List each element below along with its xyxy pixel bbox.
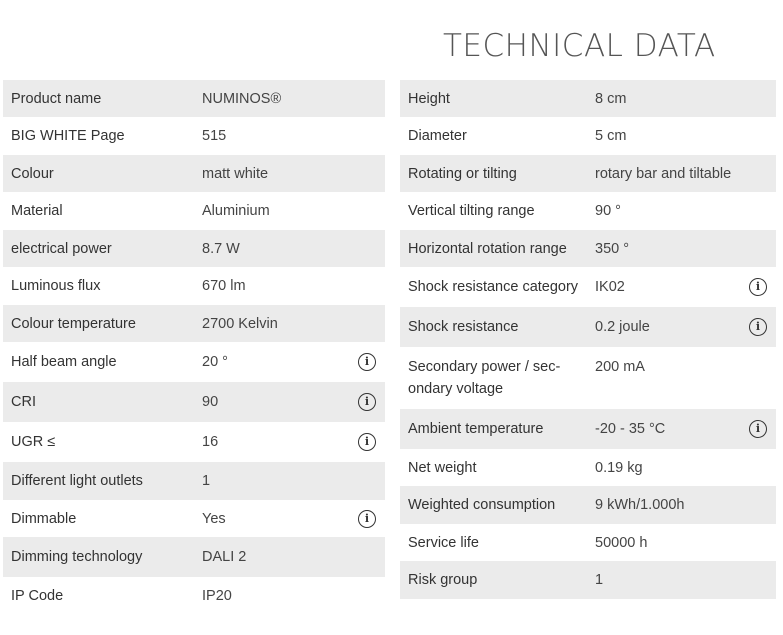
- spec-label: BIG WHITE Page: [11, 128, 125, 144]
- spec-label: Ambient temperature: [408, 421, 544, 437]
- spec-label: Different light outlets: [11, 473, 143, 489]
- spec-value: 1: [595, 572, 604, 588]
- spec-row: [3, 117, 385, 155]
- spec-value: 20 °: [202, 354, 228, 370]
- spec-value: -20 - 35 °C: [595, 421, 666, 437]
- spec-value: 8.7 W: [202, 240, 240, 257]
- info-icon[interactable]: i: [358, 353, 376, 371]
- spec-value: IP20: [202, 588, 232, 604]
- spec-row: [3, 462, 385, 500]
- spec-value: 8 cm: [595, 90, 627, 107]
- spec-value: Yes: [202, 510, 226, 527]
- spec-label: Material: [11, 203, 63, 219]
- spec-row: [3, 500, 385, 537]
- spec-label: Shock resistance: [408, 319, 519, 335]
- spec-label-line: ondary voltage: [408, 381, 504, 397]
- spec-row: [3, 230, 385, 267]
- spec-label: Net weight: [408, 459, 477, 476]
- spec-label: Dimming technology: [11, 549, 143, 565]
- spec-label: Horizontal rotation range: [408, 240, 567, 257]
- spec-label: Colour temperature: [11, 315, 136, 332]
- spec-label: Dimmable: [11, 510, 77, 527]
- spec-row: [400, 561, 776, 599]
- spec-value: IK02: [595, 279, 625, 295]
- spec-row: [400, 347, 776, 409]
- spec-row: [3, 577, 385, 615]
- spec-value: 515: [202, 128, 227, 144]
- spec-label: IP Code: [11, 588, 64, 604]
- spec-value: 0.2 joule: [595, 319, 650, 335]
- spec-label: Height: [408, 90, 450, 107]
- spec-label-line: Secondary power / sec-: [408, 359, 561, 375]
- spec-value: 2700 Kelvin: [202, 315, 278, 332]
- spec-value: 5 cm: [595, 128, 627, 144]
- spec-row: [400, 486, 776, 524]
- spec-row: [3, 80, 385, 117]
- spec-label: Shock resistance category: [408, 279, 579, 295]
- spec-value: 90 °: [595, 203, 621, 219]
- spec-value: 350 °: [595, 240, 630, 257]
- spec-label: electrical power: [11, 240, 112, 257]
- spec-value: 0.19 kg: [595, 459, 643, 476]
- spec-row: [400, 117, 776, 155]
- spec-value: 16: [202, 434, 219, 450]
- page-title: TECHNICAL DATA: [443, 28, 716, 64]
- spec-row: [400, 80, 776, 117]
- spec-label: Risk group: [408, 572, 478, 588]
- spec-label: Service life: [408, 534, 479, 551]
- spec-row: [400, 449, 776, 486]
- spec-row: [3, 155, 385, 192]
- spec-row: [400, 267, 776, 307]
- spec-label: Product name: [11, 90, 102, 107]
- spec-row: [3, 422, 385, 462]
- spec-value: 200 mA: [595, 359, 645, 375]
- spec-value: 670 lm: [202, 278, 246, 294]
- info-icon[interactable]: i: [358, 510, 376, 528]
- info-icon[interactable]: i: [358, 433, 376, 451]
- spec-row: [400, 155, 776, 192]
- info-icon[interactable]: i: [358, 393, 376, 411]
- spec-label: Weighted consumption: [408, 497, 556, 513]
- spec-row: [400, 307, 776, 347]
- info-icon[interactable]: i: [749, 420, 767, 438]
- spec-label: UGR ≤: [11, 434, 56, 450]
- spec-row: [3, 267, 385, 305]
- spec-value: 90: [202, 394, 219, 410]
- spec-value: NUMINOS®: [202, 90, 282, 107]
- spec-value: 1: [202, 473, 211, 489]
- spec-row: [400, 409, 776, 449]
- spec-row: [400, 230, 776, 267]
- spec-value: 50000 h: [595, 534, 648, 551]
- spec-row: [3, 342, 385, 382]
- spec-value: DALI 2: [202, 549, 247, 565]
- spec-row: [3, 305, 385, 342]
- spec-label: Half beam angle: [11, 354, 117, 370]
- spec-row: [400, 524, 776, 561]
- info-icon[interactable]: i: [749, 278, 767, 296]
- specs-table-left: [3, 80, 385, 615]
- spec-row: [400, 192, 776, 230]
- spec-label: Diameter: [408, 128, 467, 144]
- spec-row: [3, 382, 385, 422]
- spec-row: [3, 192, 385, 230]
- spec-value: matt white: [202, 165, 269, 182]
- info-icon[interactable]: i: [749, 318, 767, 336]
- spec-value: rotary bar and tiltable: [595, 165, 732, 182]
- spec-label: Colour: [11, 165, 54, 182]
- specs-table-right: [400, 80, 776, 599]
- spec-value: Aluminium: [202, 203, 270, 219]
- spec-label: [408, 356, 583, 400]
- spec-label: Luminous flux: [11, 278, 101, 294]
- spec-label: Rotating or tilting: [408, 165, 517, 182]
- spec-value: 9 kWh/1.000h: [595, 497, 685, 513]
- spec-label: Vertical tilting range: [408, 203, 535, 219]
- spec-row: [3, 537, 385, 577]
- spec-label: CRI: [11, 394, 36, 410]
